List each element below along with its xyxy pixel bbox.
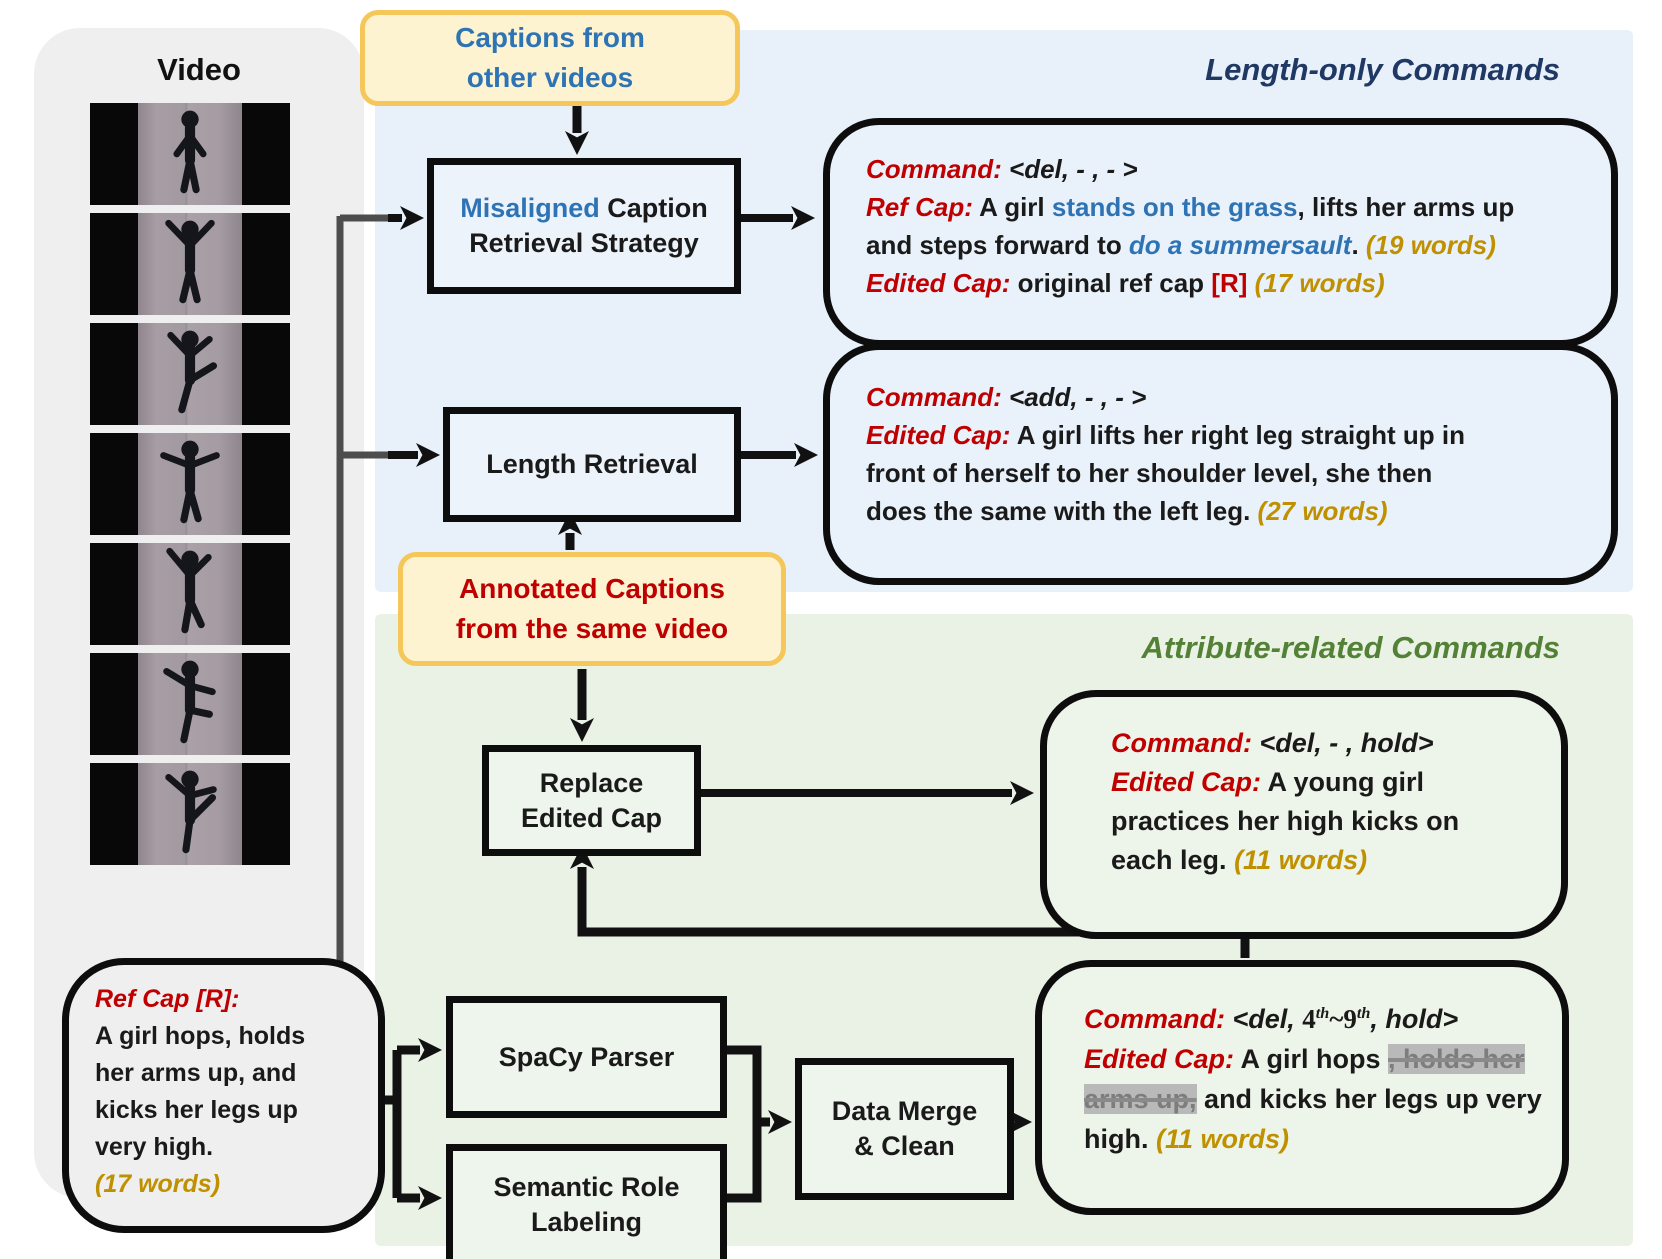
video-frame-reach — [90, 543, 290, 645]
rich-text-line: does the same with the left leg. (27 words) — [866, 496, 1388, 526]
rich-text-line: very high. — [95, 1133, 214, 1161]
note-line: Captions from — [455, 22, 645, 53]
data-merge-clean-box — [795, 1058, 1014, 1200]
rich-text-line: kicks her legs up — [95, 1096, 298, 1124]
stick-figure-icon — [90, 433, 290, 535]
add-command-bubble — [823, 343, 1618, 585]
video-frame-shout — [90, 433, 290, 535]
length-retrieval-box — [443, 407, 741, 522]
rich-text-line: and steps forward to do a summersault. (19 words) — [866, 230, 1496, 260]
spacy-parser-box — [446, 996, 727, 1118]
video-frame-lean — [90, 653, 290, 755]
video-panel-title: Video — [157, 52, 241, 87]
ref-cap-bubble — [62, 958, 385, 1233]
stick-figure-icon — [90, 103, 290, 205]
box-label: SpaCy Parser — [498, 1041, 675, 1072]
rich-text-line: Misaligned Caption — [460, 193, 708, 223]
rich-text-line: (17 words) — [95, 1170, 221, 1198]
stick-figure-icon — [90, 213, 290, 315]
stick-figure-icon — [90, 653, 290, 755]
semantic-role-labeling-box — [446, 1144, 727, 1259]
rich-text-line: Command: <add, - , - > — [866, 382, 1147, 412]
video-frame-high-kick — [90, 763, 290, 865]
stick-figure-icon — [90, 763, 290, 865]
note-line: other videos — [466, 62, 634, 93]
rich-text-line: front of herself to her shoulder level, she then — [866, 458, 1433, 488]
rich-text-line: Command: <del, - , hold> — [1111, 728, 1434, 758]
note-line: from the same video — [455, 613, 729, 644]
hold-command-bubble — [1040, 690, 1568, 939]
note-line: Annotated Captions — [459, 573, 725, 604]
rich-text-line: her arms up, and — [95, 1059, 297, 1087]
box-label: & Clean — [854, 1131, 955, 1161]
rich-text-line: Edited Cap: A girl hops , holds her — [1084, 1044, 1525, 1074]
rich-text-line: Edited Cap: A young girl — [1111, 767, 1425, 797]
video-frame-cheer — [90, 213, 290, 315]
replace-edited-cap-box — [482, 745, 701, 856]
rich-text-line: Command: <del, 4th~9th, hold> — [1084, 1004, 1459, 1034]
rich-text-line: arms up, and kicks her legs up very — [1084, 1084, 1542, 1114]
video-frame-standing — [90, 103, 290, 205]
rich-text-line: Edited Cap: original ref cap [R] (17 words) — [866, 268, 1385, 298]
del-command-bubble — [823, 118, 1618, 347]
rich-text-line: A girl hops, holds — [95, 1022, 306, 1050]
rich-text-line: each leg. (11 words) — [1111, 845, 1368, 875]
rich-text-line: high. (11 words) — [1084, 1124, 1290, 1154]
box-label: Semantic Role — [493, 1172, 680, 1202]
rich-text-line: Command: <del, - , - > — [866, 154, 1138, 184]
box-label: Edited Cap — [520, 802, 662, 833]
stick-figure-icon — [90, 543, 290, 645]
box-label: Data Merge — [831, 1096, 978, 1126]
box-label: Replace — [539, 767, 644, 798]
rich-text-line: Ref Cap: A girl stands on the grass, lifts her arms up — [866, 192, 1515, 222]
box-label: Length Retrieval — [486, 449, 698, 479]
captions-from-other-videos-note — [360, 10, 740, 106]
attribute-related-commands-header: Attribute-related Commands — [1141, 630, 1560, 665]
length-only-commands-header: Length-only Commands — [1205, 52, 1560, 87]
del-range-command-bubble — [1035, 960, 1569, 1215]
misaligned-caption-retrieval-box — [427, 158, 741, 294]
video-frame-strip — [90, 103, 290, 865]
rich-text-line: practices her high kicks on — [1111, 806, 1460, 836]
rich-text-line: Retrieval Strategy — [469, 228, 699, 258]
rich-text-line: Edited Cap: A girl lifts her right leg straight up in — [866, 420, 1465, 450]
rich-text-line: Ref Cap [R]: — [95, 985, 240, 1013]
video-frame-kick-up — [90, 323, 290, 425]
box-label: Labeling — [530, 1207, 642, 1237]
stick-figure-icon — [90, 323, 290, 425]
annotated-captions-note — [398, 552, 786, 666]
